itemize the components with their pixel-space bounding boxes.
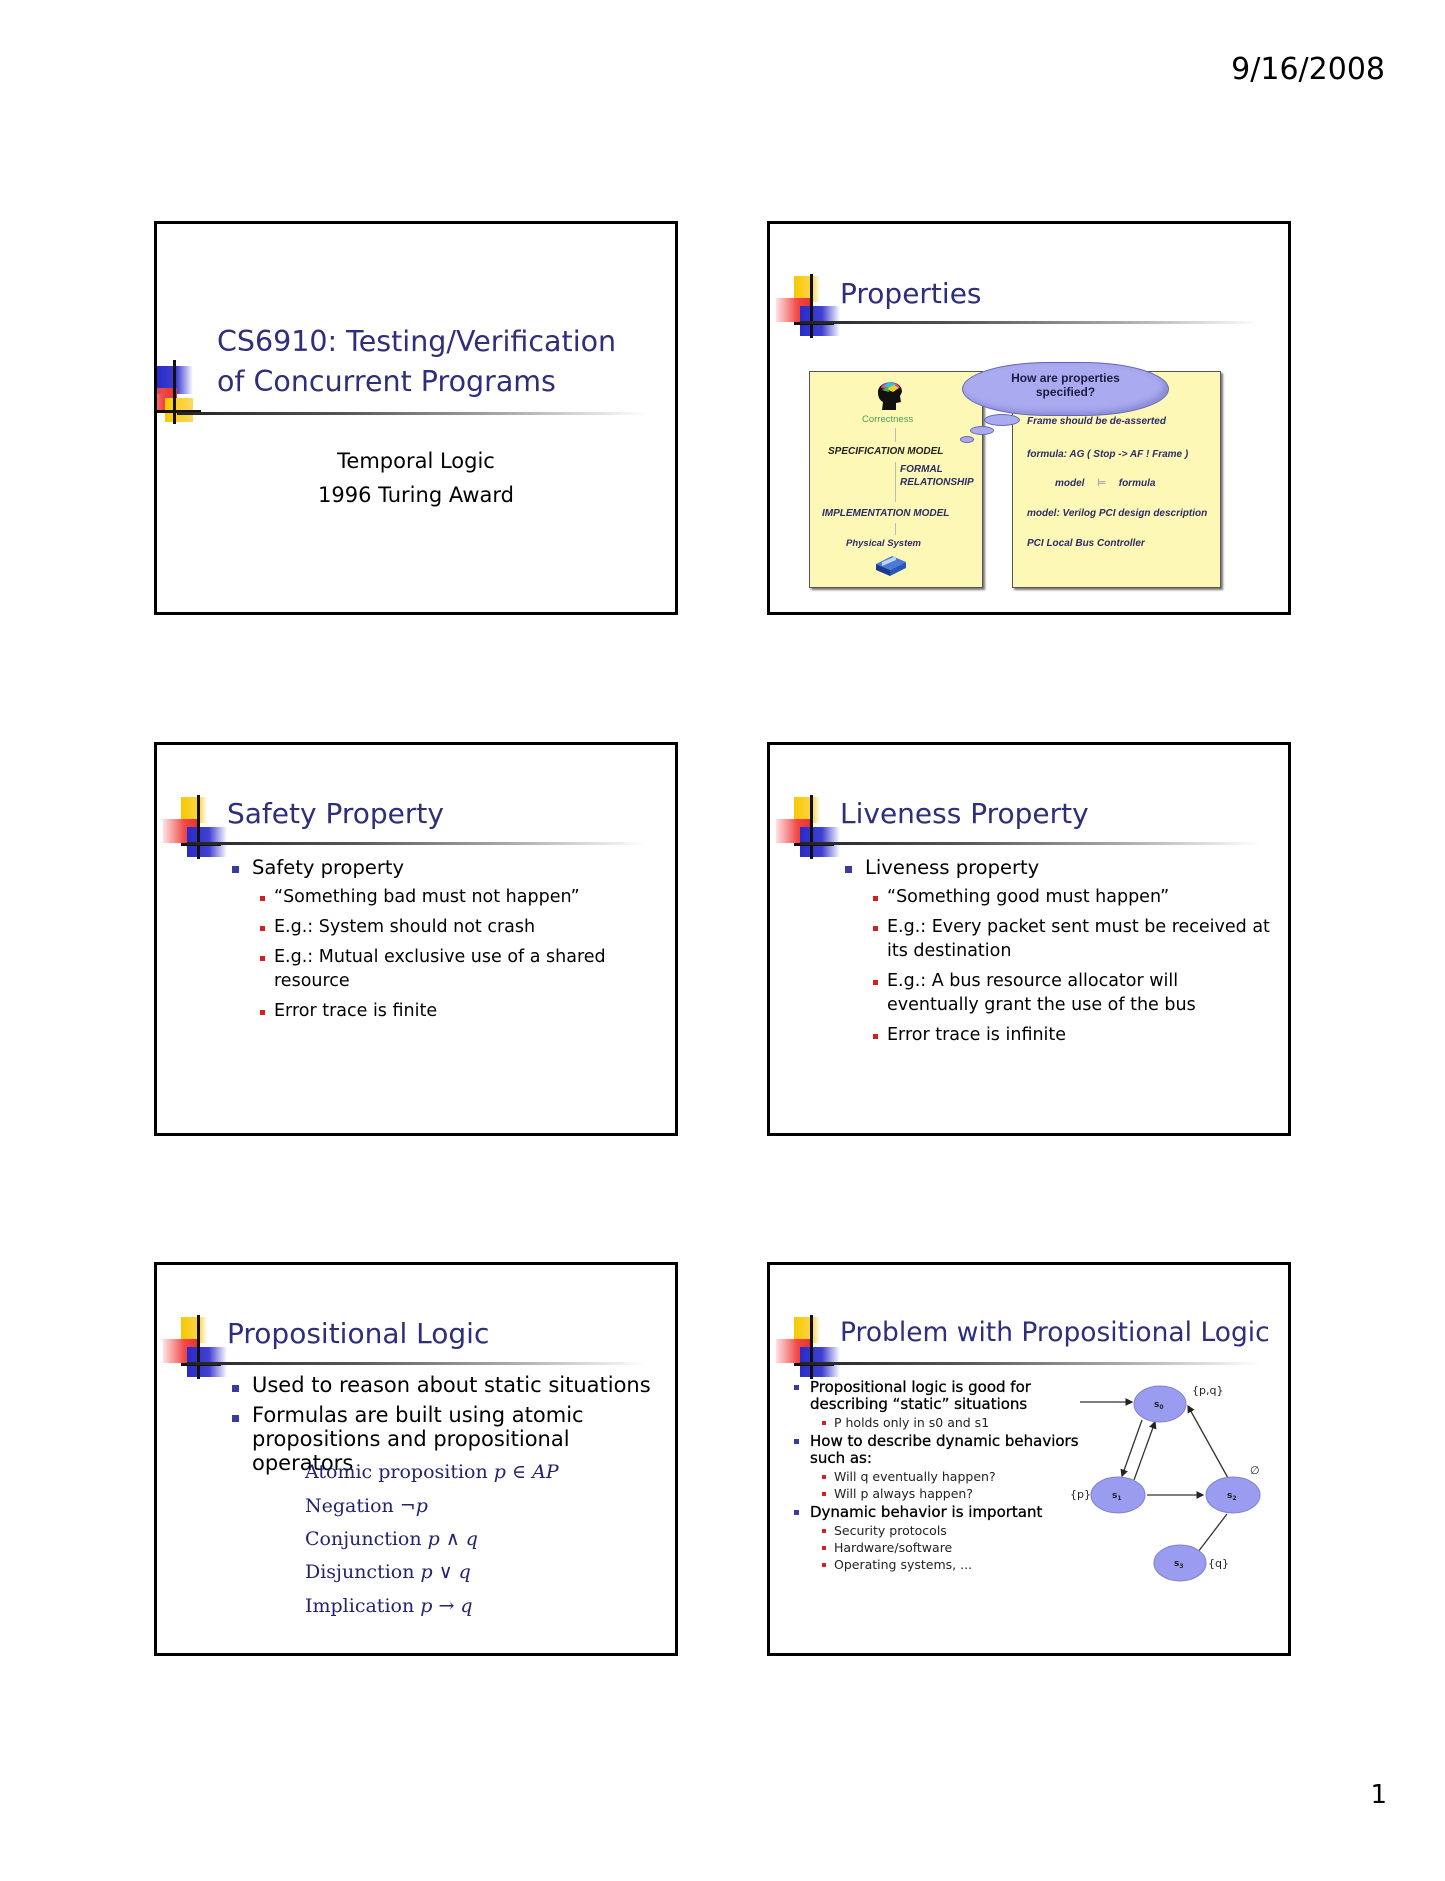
slide-logo-icon <box>154 366 219 436</box>
bullet-item: Formulas are built using atomic propositions and propositional operators <box>252 1403 672 1475</box>
slide-title: Problem with Propositional Logic <box>840 1317 1270 1348</box>
model-verilog-line: model: Verilog PCI design description <box>1027 508 1208 519</box>
bullet-item: Propositional logic is good for describing “static” situations <box>810 1379 1090 1413</box>
subtitle-line-2: 1996 Turing Award <box>317 483 514 507</box>
slide-subtitle <box>157 444 675 512</box>
sub-bullet-item: Error trace is finite <box>274 999 652 1023</box>
svg-text:{q}: {q} <box>1208 1557 1229 1570</box>
sub-bullet-item: Will p always happen? <box>834 1486 1090 1502</box>
thought-bubble-3 <box>960 436 974 443</box>
slide-logo-icon <box>776 276 848 346</box>
formal-label: FORMAL <box>900 464 943 475</box>
bullet-item: Dynamic behavior is important <box>810 1504 1090 1521</box>
frame-line: Frame should be de-asserted <box>1027 416 1166 427</box>
cloud-text-2: specified? <box>1035 385 1096 399</box>
bullet-list <box>810 1379 1090 1575</box>
header-date: 9/16/2008 <box>1231 52 1385 87</box>
head-icon <box>872 376 908 412</box>
slide-title: Liveness Property <box>840 797 1089 830</box>
thought-cloud <box>962 362 1169 416</box>
slide-1-title <box>154 221 678 615</box>
slide-title: Propositional Logic <box>227 1317 490 1350</box>
sub-bullet-item: P holds only in s0 and s1 <box>834 1415 1090 1431</box>
slide-6-problem <box>767 1262 1291 1656</box>
bullet-item: How to describe dynamic behaviors such as: <box>810 1433 1090 1467</box>
thought-bubble-1 <box>984 414 1020 426</box>
slide-title <box>217 322 616 402</box>
slide-logo-icon <box>163 1317 235 1387</box>
physical-system-label: Physical System <box>846 538 921 549</box>
title-rule <box>800 842 1260 845</box>
implementation-model-label: IMPLEMENTATION MODEL <box>822 508 950 519</box>
chip-icon <box>872 552 908 578</box>
formula-conjunction: Conjunction p ∧ q <box>305 1528 478 1550</box>
slide-5-propositional-logic <box>154 1262 678 1656</box>
sub-bullet-item: E.g.: System should not crash <box>274 915 652 939</box>
sub-bullet-item: Operating systems, ... <box>834 1557 1090 1573</box>
slide-logo-icon <box>776 797 848 867</box>
sub-bullet-item: E.g.: A bus resource allocator will eventually grant the use of the bus <box>887 969 1275 1017</box>
thought-bubble-2 <box>970 426 994 435</box>
bullet-list <box>865 855 1275 1053</box>
slide-title: Properties <box>840 277 982 310</box>
bullet-item: Safety property <box>252 855 652 881</box>
title-rule <box>187 842 647 845</box>
pci-controller-line: PCI Local Bus Controller <box>1027 538 1145 549</box>
correctness-label: Correctness <box>862 414 914 425</box>
svg-text:{p,q}: {p,q} <box>1192 1384 1224 1397</box>
sub-bullet-item: Will q eventually happen? <box>834 1469 1090 1485</box>
sub-bullet-item: “Something bad must not happen” <box>274 885 652 909</box>
specification-model-label: SPECIFICATION MODEL <box>828 446 944 457</box>
title-rule <box>187 1362 647 1365</box>
bullet-item: Used to reason about static situations <box>252 1373 672 1397</box>
svg-text:s0: $s_0$ <box>1154 1400 1164 1411</box>
slide-title: Safety Property <box>227 797 444 830</box>
formula-disjunction: Disjunction p ∨ q <box>305 1561 471 1583</box>
title-rule <box>800 321 1260 324</box>
state-transition-graph <box>1070 1380 1280 1610</box>
sub-bullet-item: E.g.: Every packet sent must be received at its destination <box>887 915 1275 963</box>
svg-text:s2: $s_2$ <box>1227 1491 1237 1502</box>
formula-atomic: Atomic proposition p ∈ AP <box>305 1461 559 1483</box>
formula-negation: Negation ¬p <box>305 1495 428 1517</box>
cloud-text-1: How are properties <box>1011 371 1120 385</box>
model-satisfies-line: model ⊨ formula <box>1055 478 1156 489</box>
title-line-2: of Concurrent Programs <box>217 365 556 398</box>
model-diagram-box <box>809 371 983 588</box>
subtitle-line-1: Temporal Logic <box>337 449 495 473</box>
relationship-label: RELATIONSHIP <box>900 477 974 488</box>
page-number: 1 <box>1370 1780 1387 1810</box>
slide-2-properties <box>767 221 1291 615</box>
svg-text:∅: ∅ <box>1250 1464 1260 1477</box>
title-line-1: CS6910: Testing/Verification <box>217 325 617 358</box>
slide-4-liveness <box>767 742 1291 1136</box>
svg-text:s1: $s_1$ <box>1112 1491 1122 1502</box>
title-rule <box>800 1362 1260 1365</box>
sub-bullet-item: “Something good must happen” <box>887 885 1275 909</box>
formula-implication: Implication p → q <box>305 1595 473 1617</box>
title-rule <box>177 412 647 415</box>
formula-line: formula: AG ( Stop -> AF ! Frame ) <box>1027 449 1189 460</box>
sub-bullet-item: Security protocols <box>834 1523 1090 1539</box>
bullet-list <box>252 855 652 1029</box>
sub-bullet-item: E.g.: Mutual exclusive use of a shared resource <box>274 945 652 993</box>
sub-bullet-item: Hardware/software <box>834 1540 1090 1556</box>
slide-logo-icon <box>776 1317 848 1387</box>
svg-text:{p}: {p} <box>1070 1488 1091 1501</box>
bullet-item: Liveness property <box>865 855 1275 881</box>
slide-3-safety <box>154 742 678 1136</box>
sub-bullet-item: Error trace is infinite <box>887 1023 1275 1047</box>
slide-logo-icon <box>163 797 235 867</box>
svg-text:s3: $s_3$ <box>1174 1559 1184 1570</box>
